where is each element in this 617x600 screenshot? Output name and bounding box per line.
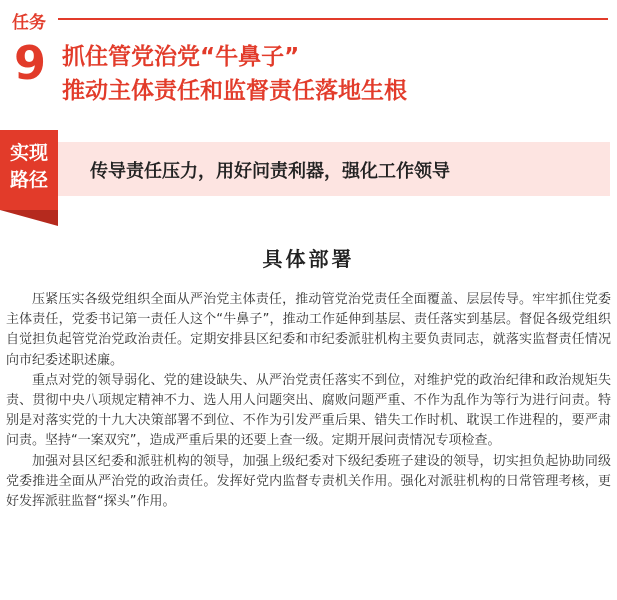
tag-line-2: 路径: [9, 169, 48, 191]
title-line-2: 推动主体责任和监督责任落地生根: [62, 78, 407, 104]
section-title: 具体部署: [262, 247, 355, 271]
deployment-body: [6, 290, 611, 512]
title-line-1: 抓住管党治党“牛鼻子”: [62, 44, 300, 70]
implementation-path-tag-text: [0, 140, 58, 194]
header-rule: [58, 18, 608, 20]
task-label: 任务: [12, 13, 46, 33]
paragraph-1: 压紧压实各级党组织全面从严治党主体责任，推动管党治党责任全面覆盖、层层传导。牢牢抓住党委主体责任，党委书记第一责任人这个“牛鼻子”，推动工作延伸到基层、责任落实到基层。督促各级党组织自觉担负起管党治党政治责任。定期安排县区纪委和市纪委派驻机构主要负责同志，就落实监督责任情况向市纪委述职述廉。: [6, 292, 611, 368]
implementation-path-text: 传导责任压力，用好问责利器，强化工作领导: [90, 161, 450, 182]
paragraph-3: 加强对县区纪委和派驻机构的领导，加强上级纪委对下级纪委班子建设的领导，切实担负起协助同级党委推进全面从严治党的政治责任。发挥好党内监督专责机关作用。强化对派驻机构的日常管理考核，更好发挥派驻监督“探头”作用。: [6, 453, 611, 510]
tag-fold-shape: [0, 210, 58, 226]
tag-line-1: 实现: [9, 142, 48, 164]
task-number: 9: [14, 36, 47, 90]
paragraph-2: 重点对党的领导弱化、党的建设缺失、从严治党责任落实不到位，对维护党的政治纪律和政治规矩失责、贯彻中央八项规定精神不力、选人用人问题突出、腐败问题严重、不作为乱作为等行为进行问责。特别是对落实党的十九大决策部署不到位、不作为引发严重后果、错失工作时机、耽误工作进程的，要严肃问责。坚持“一案双究”，造成严重后果的还要上查一级。定期开展问责情况专项检查。: [6, 372, 611, 449]
